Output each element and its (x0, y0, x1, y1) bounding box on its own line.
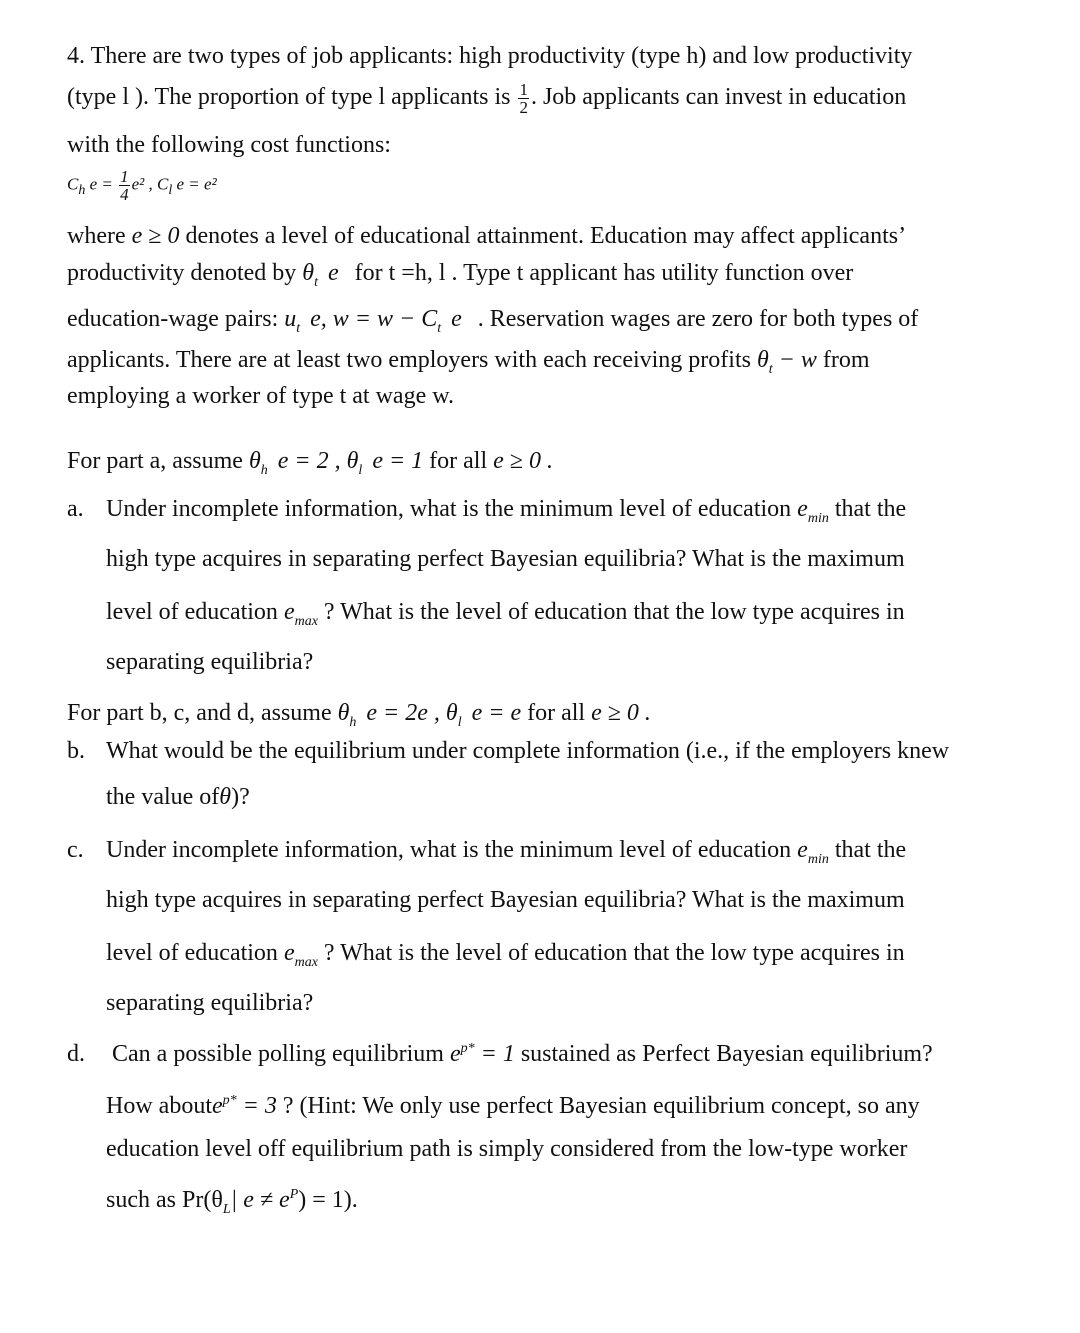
part-a-line-2: high type acquires in separating perfect Bayesian equilibria? What is the maximum (106, 546, 905, 572)
math-profit: $\theta_t - w$ (756, 347, 817, 377)
part-d-line-3: education level off equilibrium path is simply considered from the low-type worker (106, 1136, 908, 1162)
intro-line-7: education-wage pairs: $u_t$ e, $w = w - C_t$ e . Reservation wages are zero for both types of (67, 306, 919, 336)
math-theta: θ (219, 784, 232, 810)
part-c-line-3: level of education $e_{max}$ ? What is the level of education that the low type acquires in (106, 940, 905, 970)
part-d-line-2: How aboute$^{p*}$ = 3 ? (Hint: We only use perfect Bayesian equilibrium concept, so any (106, 1093, 920, 1119)
math-theta-t: $\theta_t$ e (302, 260, 339, 290)
part-d-line-4: such as $Pr(\theta_L|$ $e \ne e^P) = 1$). (106, 1187, 358, 1217)
math-e-min: $e_{min}$ (797, 496, 829, 526)
part-b-line-2: the value ofθ)? (106, 784, 250, 810)
intro-text-1: 4. There are two types of job applicants: high productivity (type h) and low productivity (67, 43, 913, 69)
part-d-line-1: Can a possible polling equilibrium $e^{p*} = 1$ sustained as Perfect Bayesian equilibrium? (112, 1041, 933, 1067)
part-c-line-4: separating equilibria? (106, 990, 314, 1016)
part-a-assumption: For part a, assume $\theta_h$ e = 2 , $\theta_l$ e = 1 for all e ≥ 0 . (67, 448, 553, 478)
math-belief: $Pr(\theta_L|$ $e \ne e^P) = 1$ (181, 1187, 344, 1217)
math-e-max: $e_{max}$ (283, 940, 318, 970)
intro-line-2 (67, 81, 906, 116)
part-c-line-2: high type acquires in separating perfect Bayesian equilibria? What is the maximum (106, 887, 905, 913)
math-e-max: $e_{max}$ (283, 599, 318, 629)
intro-line-5: where e ≥ 0 denotes a level of educational attainment. Education may affect applicants’ (67, 223, 907, 249)
math-pooling-1: $e^{p*} = 1$ (449, 1041, 515, 1067)
part-bcd-assumption: For part b, c, and d, assume $\theta_h$ e = 2e , $\theta_l$ e = e for all e ≥ 0 . (67, 700, 651, 730)
part-c-line-1: Under incomplete information, what is the minimum level of education $e_{min}$ that the (106, 837, 907, 867)
intro-line-6: productivity denoted by $\theta_t$ e for t =h, l . Type t applicant has utility function over (67, 260, 854, 290)
math-pooling-3: $e^{p*} = 3$ (211, 1093, 277, 1119)
fraction-one-quarter: $\frac{1}{4}$ (120, 167, 129, 204)
intro-text-2b: . Job applicants can invest in education (530, 84, 907, 111)
part-a-line-1: Under incomplete information, what is the minimum level of education $e_{min}$ that the (106, 496, 907, 526)
intro-text-2a: (type l ). The proportion of type l applicants is (67, 84, 511, 111)
part-b-line-1: What would be the equilibrium under complete information (i.e., if the employers knew (106, 738, 950, 764)
math-e-min: $e_{min}$ (797, 837, 829, 867)
part-a-label: a. (67, 496, 84, 522)
intro-line-3 (67, 130, 391, 160)
math-e-nonneg: e ≥ 0 (131, 223, 180, 249)
part-a-line-4: separating equilibria? (106, 649, 314, 675)
intro-line-9: employing a worker of type t at wage w. (67, 383, 454, 409)
part-d-label: d. (67, 1041, 85, 1067)
intro-line-8: applicants. There are at least two employers with each receiving profits $\theta_t - w$ from (67, 347, 870, 377)
intro-text-3: with the following cost functions: (67, 132, 391, 158)
part-b-label: b. (67, 738, 85, 764)
math-utility: $u_t$ e, $w = w - C_t$ e (284, 306, 462, 336)
intro-line-1 (67, 41, 912, 71)
fraction-one-half: $\frac{1}{2}$ (519, 80, 528, 117)
part-a-line-3: level of education $e_{max}$ ? What is the level of education that the low type acquires in (106, 599, 905, 629)
part-c-label: c. (67, 837, 84, 863)
cost-functions: $C_h$ e = $\frac{1}{4}$ e² , $C_l$ e = e² (67, 167, 217, 204)
